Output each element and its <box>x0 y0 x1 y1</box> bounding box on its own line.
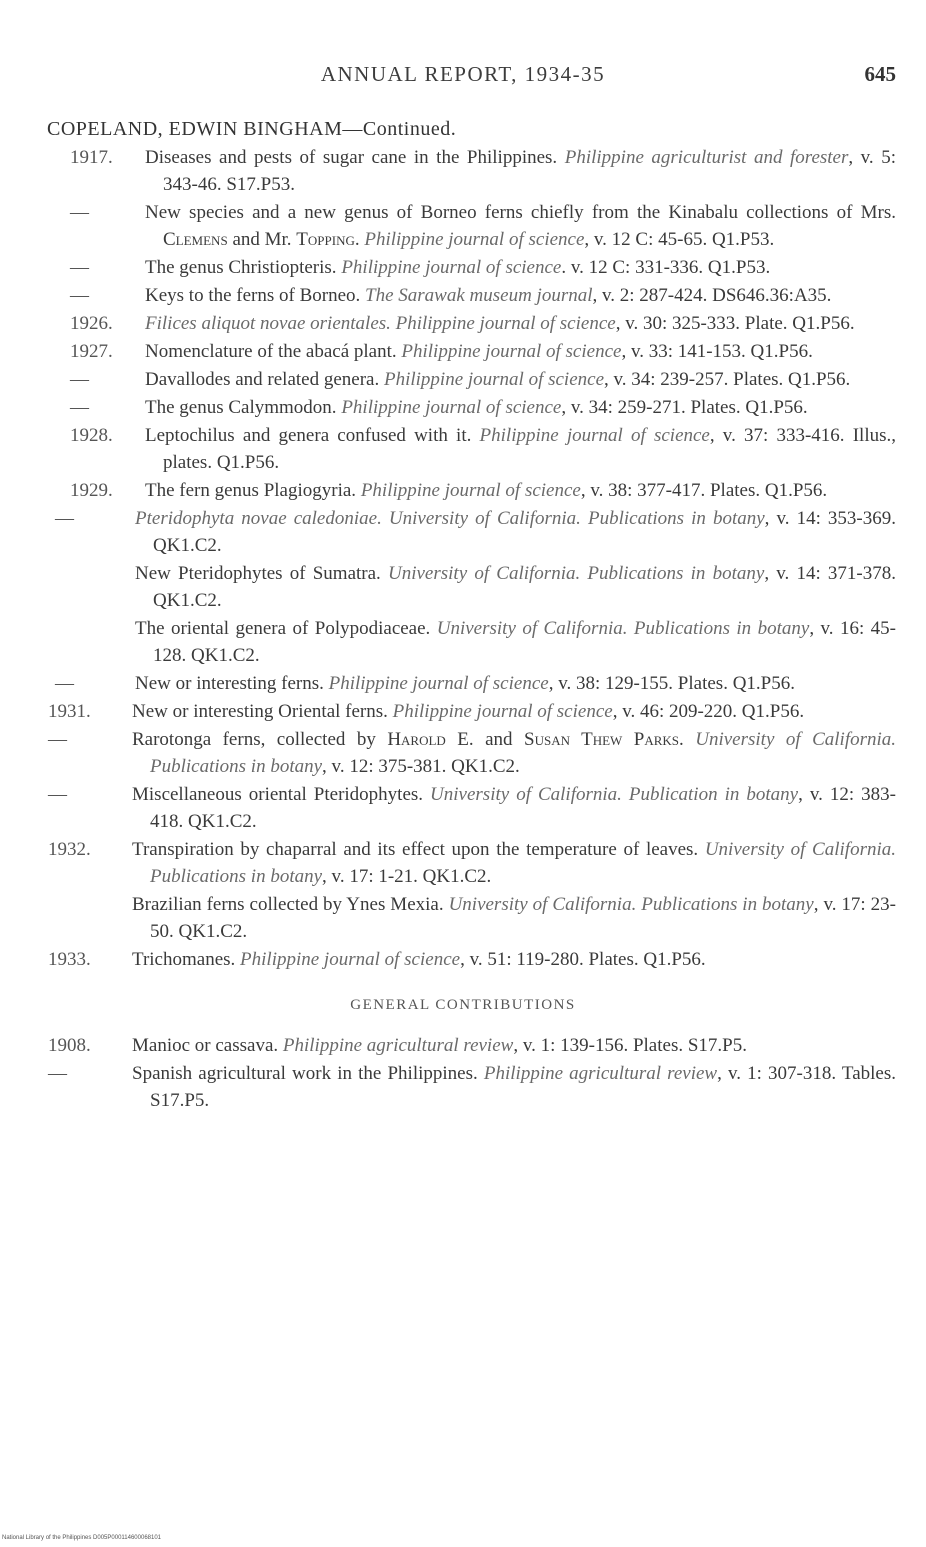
entry-year: — <box>48 1063 67 1084</box>
entry-journal: University of California. Publications in botany <box>448 894 814 915</box>
entry-year: 1929. <box>70 480 113 501</box>
entry-year: — <box>55 673 74 694</box>
entry-year: 1927. <box>70 341 113 362</box>
entry-year: 1928. <box>70 425 113 446</box>
entry-title: Transpiration by chaparral and its effect upon the temperature of leaves. <box>132 839 705 860</box>
entry-person: Susan Thew Parks <box>524 729 680 750</box>
bibliography-entry <box>0 698 926 725</box>
entry-details: , v. 34: 239-257. Plates. Q1.P56. <box>604 369 851 390</box>
entry-journal: Philippine agriculturist and forester <box>564 147 849 168</box>
entry-year: — <box>70 369 89 390</box>
entry-journal: Philippine journal of science <box>341 257 562 278</box>
entry-citation <box>132 1032 896 1059</box>
bibliography-list <box>0 144 926 1115</box>
entry-year: 1926. <box>70 313 113 334</box>
entry-citation <box>132 946 896 973</box>
entry-details: , v. 1: 139-156. Plates. S17.P5. <box>513 1035 747 1056</box>
entry-year: — <box>70 397 89 418</box>
entry-journal: Pteridophyta novae caledoniae. University of California. Publications in botany <box>135 508 765 529</box>
entry-citation <box>145 199 896 253</box>
entry-journal: Philippine journal of science <box>240 949 461 970</box>
footer-note: National Library of the Philippines D005P000114600068101 <box>2 1535 162 1541</box>
bibliography-entry <box>0 726 926 780</box>
bibliography-entry <box>0 254 926 281</box>
entry-details: , v. 34: 259-271. Plates. Q1.P56. <box>561 397 808 418</box>
entry-citation <box>135 615 897 669</box>
page-number: 645 <box>864 62 896 86</box>
entry-journal: Philippine journal of science <box>364 229 585 250</box>
entry-details: , v. 30: 325-333. Plate. Q1.P56. <box>615 313 855 334</box>
entry-details: , v. 12: 375-381. QK1.C2. <box>322 756 520 777</box>
entry-details: , v. 12 C: 45-65. Q1.P53. <box>584 229 775 250</box>
entry-citation <box>145 394 896 421</box>
entry-citation <box>145 338 896 365</box>
bibliography-entry <box>0 199 926 253</box>
entry-year: 1917. <box>70 147 113 168</box>
entry-year: 1933. <box>48 949 91 970</box>
entry-connector: and Mr. <box>227 229 297 250</box>
bibliography-entry <box>0 338 926 365</box>
entry-details: , v. 37: 333-416. Illus., plates. Q1.P56. <box>163 425 897 473</box>
entry-journal: Philippine journal of science <box>360 480 581 501</box>
bibliography-entry <box>0 781 926 835</box>
entry-journal: Philippine journal of science <box>401 341 622 362</box>
entry-title: Rarotonga ferns, collected by <box>132 729 388 750</box>
entry-details: , v. 46: 209-220. Q1.P56. <box>612 701 805 722</box>
entry-citation <box>132 726 897 780</box>
entry-title: Diseases and pests of sugar cane in the Philippines. <box>145 147 565 168</box>
entry-journal: Philippine journal of science <box>479 425 710 446</box>
entry-person: Topping <box>296 229 355 250</box>
entry-title: The fern genus Plagiogyria. <box>145 480 361 501</box>
entry-citation <box>145 254 896 281</box>
entry-citation <box>132 1060 896 1114</box>
entry-citation <box>135 505 896 559</box>
bibliography-entry <box>0 946 926 973</box>
entry-year: — <box>48 729 67 750</box>
entry-journal: Philippine journal of science <box>341 397 562 418</box>
entry-citation <box>145 144 896 198</box>
entry-journal: Philippine agricultural review <box>282 1035 514 1056</box>
entry-separator: . <box>354 229 365 250</box>
entry-journal: University of California. Publications in botany <box>388 563 765 584</box>
entry-journal: University of California. Publication in botany <box>430 784 799 805</box>
entry-year: 1908. <box>48 1035 91 1056</box>
entry-citation <box>135 560 897 614</box>
bibliography-entry <box>0 144 926 198</box>
entry-title: Spanish agricultural work in the Philippines. <box>132 1063 484 1084</box>
entry-details: , v. 38: 377-417. Plates. Q1.P56. <box>580 480 828 501</box>
entry-journal: Philippine journal of science <box>383 369 605 390</box>
entry-title: Miscellaneous oriental Pteridophytes. <box>132 784 431 805</box>
entry-details: , v. 17: 23-50. QK1.C2. <box>150 894 896 942</box>
entry-details: , v. 51: 119-280. Plates. Q1.P56. <box>460 949 706 970</box>
entry-title: Nomenclature of the abacá plant. <box>145 341 402 362</box>
bibliography-entry <box>0 891 926 945</box>
entry-citation <box>132 891 896 945</box>
entry-year: 1932. <box>48 839 91 860</box>
entry-person: Clemens <box>163 229 228 250</box>
entry-citation <box>132 781 896 835</box>
bibliography-entry <box>0 366 926 393</box>
entry-citation <box>145 282 896 309</box>
entry-title: New species and a new genus of Borneo ferns chiefly from the Kinabalu collections of Mrs. <box>145 202 896 223</box>
bibliography-entry <box>0 560 926 614</box>
entry-details: , v. 14: 371-378. QK1.C2. <box>153 563 897 611</box>
entry-citation <box>135 670 896 697</box>
entry-details: , v. 1: 307-318. Tables. S17.P5. <box>150 1063 896 1111</box>
author-entries <box>0 144 926 973</box>
bibliography-entry <box>0 670 926 697</box>
entry-details: . v. 12 C: 331-336. Q1.P53. <box>561 257 771 278</box>
bibliography-entry <box>0 1032 926 1059</box>
entry-year: — <box>70 285 89 306</box>
entry-details: , v. 16: 45-128. QK1.C2. <box>153 618 897 666</box>
entry-year: — <box>70 202 89 223</box>
entry-details: , v. 38: 129-155. Plates. Q1.P56. <box>548 673 795 694</box>
entry-title: Trichomanes. <box>132 949 241 970</box>
entry-citation <box>145 366 896 393</box>
entry-year: 1931. <box>48 701 91 722</box>
bibliography-entry <box>0 505 926 559</box>
entry-journal: Filices aliquot novae orientales. Philippine journal of science <box>145 313 616 334</box>
entry-title: Davallodes and related genera. <box>145 369 384 390</box>
entry-title: The oriental genera of Polypodiaceae. <box>135 618 437 639</box>
entry-citation <box>145 310 896 337</box>
entry-title: Keys to the ferns of Borneo. <box>145 285 366 306</box>
entry-title: Manioc or cassava. <box>132 1035 283 1056</box>
entry-title: Leptochilus and genera confused with it. <box>145 425 480 446</box>
bibliography-entry <box>0 282 926 309</box>
bibliography-entry <box>0 615 926 669</box>
entry-details: , v. 17: 1-21. QK1.C2. <box>322 866 492 887</box>
entry-details: , v. 12: 383-418. QK1.C2. <box>150 784 896 832</box>
running-head <box>0 62 926 92</box>
entry-separator: . <box>679 729 696 750</box>
entry-journal: The Sarawak museum journal <box>365 285 593 306</box>
entry-journal: University of California. Publications in botany <box>436 618 810 639</box>
entry-title: Brazilian ferns collected by Ynes Mexia. <box>132 894 449 915</box>
entry-journal: Philippine journal of science <box>328 673 549 694</box>
entry-journal: University of California. Publications in botany <box>150 729 897 777</box>
bibliography-entry <box>0 422 926 476</box>
entry-title: New Pteridophytes of Sumatra. <box>135 563 388 584</box>
entry-journal: Philippine agricultural review <box>483 1063 718 1084</box>
entry-journal: University of California. Publications in botany <box>150 839 896 887</box>
entry-citation <box>145 422 897 476</box>
entry-details: , v. 14: 353-369. QK1.C2. <box>153 508 896 556</box>
entry-title: New or interesting ferns. <box>135 673 329 694</box>
bibliography-entry <box>0 836 926 890</box>
entry-year: — <box>55 508 74 529</box>
entry-title: The genus Calymmodon. <box>145 397 342 418</box>
entry-journal: Philippine journal of science <box>392 701 613 722</box>
bibliography-entry <box>0 1060 926 1114</box>
entry-citation <box>132 836 896 890</box>
entry-citation <box>132 698 896 725</box>
section-heading: GENERAL CONTRIBUTIONS <box>350 997 576 1013</box>
entry-title: New or interesting Oriental ferns. <box>132 701 393 722</box>
entry-person: Harold E. <box>387 729 474 750</box>
entry-citation <box>145 477 896 504</box>
entry-details: , v. 5: 343-46. S17.P53. <box>163 147 896 195</box>
author-heading: COPELAND, EDWIN BINGHAM—Continued. <box>47 118 457 140</box>
entry-year: — <box>70 257 89 278</box>
entry-details: , v. 33: 141-153. Q1.P56. <box>621 341 813 362</box>
general-contributions <box>0 1032 926 1114</box>
bibliography-entry <box>0 394 926 421</box>
entry-connector: and <box>473 729 525 750</box>
entry-title: The genus Christiopteris. <box>145 257 342 278</box>
entry-details: , v. 2: 287-424. DS646.36:A35. <box>592 285 832 306</box>
bibliography-entry <box>0 477 926 504</box>
bibliography-entry <box>0 310 926 337</box>
running-title: ANNUAL REPORT, 1934-35 <box>320 62 606 86</box>
entry-year: — <box>48 784 67 805</box>
